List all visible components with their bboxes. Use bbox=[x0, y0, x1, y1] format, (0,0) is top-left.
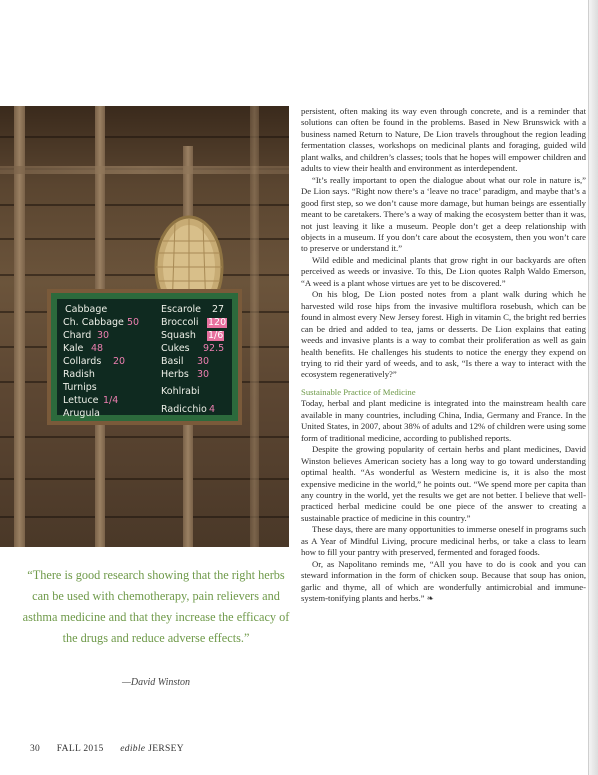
paragraph: persistent, often making its way even through concrete, and is a reminder that solutions can often be found in the problems. Based in New Brunswick with a business named Return to Nature, De Lion travels throughout the region leading fermentation classes, workshops on medicinal plants and foraging, guided wild plant walks, and children’s classes; tools that he hopes will empower children and adults to view their health and environment as interdependent. bbox=[301, 106, 586, 174]
page-edge bbox=[588, 0, 598, 775]
paragraph: Wild edible and medicinal plants that grow right in our backyards are often perceived as weeds or invasive. To this, De Lion quotes Ralph Waldo Emerson, “A weed is a plant whose virtues are yet to be discovered.” bbox=[301, 254, 586, 288]
chalk-price: 1/6 bbox=[208, 330, 224, 341]
paragraph: “It’s really important to open the dialogue about what our role in nature is,” De Lion says. “Right now there’s a ‘leave no trace’ paradigm, and maybe that’s a good first step, so we don’t cause more damage, but human beings are essentially meant to be caretakers. There’s a way of making the ecosystem better than it was, not just leaving it like a museum. People don’t get a deep relationship with objects in a museum. If you don’t care about the ecosystem, then you won’t care to preserve or understand it.” bbox=[301, 174, 586, 254]
chalk-item: Cabbage bbox=[65, 304, 108, 315]
chalk-item: Turnips bbox=[63, 382, 97, 393]
chalk-price: 30 bbox=[97, 330, 110, 341]
brand-name: JERSEY bbox=[148, 744, 184, 754]
chalk-item: Basil bbox=[161, 356, 184, 367]
chalk-item: Radish bbox=[63, 369, 95, 380]
chalk-item: Herbs bbox=[161, 369, 189, 380]
chalkboard bbox=[47, 289, 242, 425]
chalk-item: Cukes bbox=[161, 343, 190, 354]
section-subheading: Sustainable Practice of Medicine bbox=[301, 386, 416, 397]
chalk-price: 48 bbox=[91, 343, 104, 354]
chalk-item: Kale bbox=[63, 343, 84, 354]
pull-quote: “There is good research showing that the right herbs can be used with chemotherapy, pain relievers and asthma medicine and that they increase the efficacy of the drugs and reduce adverse effects.” bbox=[22, 568, 290, 645]
paragraph: Or, as Napolitano reminds me, “All you have to do is cook and you can steward information in the form of chicken soup. Because that soup has onion, garlic and thyme, all of which are wonderfully antimicrobial and immune-system-tonifying plants and herbs.” ❧ bbox=[301, 558, 586, 604]
chalk-price: 120 bbox=[208, 317, 227, 328]
chalk-item: Broccoli bbox=[161, 317, 199, 328]
chalk-price: 50 bbox=[127, 317, 140, 328]
paragraph: Today, herbal and plant medicine is integrated into the mainstream health care available in many countries, including China, India, Germany and France. In the United States, in 2007, about 38% of adults and 12% of children were using some form of traditional medicine, according to published reports. bbox=[301, 398, 586, 443]
chalk-item: Ch. Cabbage bbox=[63, 317, 124, 328]
paragraph: These days, there are many opportunities to immerse oneself in programs such as A Year of Mindful Living, procure medicinal herbs, or take a class to learn how to fill your pantry with preserved, fermented and foraged foods. bbox=[301, 524, 586, 558]
page-footer bbox=[30, 744, 198, 754]
chalk-item: Chard bbox=[63, 330, 92, 341]
chalk-price: 1/4 bbox=[103, 395, 119, 406]
chalk-price: 4 bbox=[209, 404, 216, 415]
chalk-price: 27 bbox=[212, 304, 225, 315]
chalk-price: 20 bbox=[113, 356, 126, 367]
chalk-item: Radicchio bbox=[161, 404, 207, 415]
chalk-price: 30 bbox=[197, 369, 210, 380]
chalk-item: Collards bbox=[63, 356, 102, 367]
chalk-price: 92.5 bbox=[203, 343, 225, 354]
paragraph: Despite the growing popularity of certain herbs and plant medicines, David Winston believes American society has a long way to go toward understanding optimal health. “As wonderful as Western medicine is, it is also the most expensive medicine in the world,” he points out. “We spend more per capita than any country in the world, yet the results we get are not better. I believe that well-practiced herbal medicine could be one piece of the answer to creating a sustainable practice of medicine in this country.” bbox=[301, 444, 586, 523]
chalk-item: Arugula bbox=[63, 408, 100, 419]
paragraph: On his blog, De Lion posted notes from a plant walk during which he harvested wild rose hips from the invasive multiflora rosebush, which can be found in almost every New Jersey forest. High in vitamin C, the bright red berries can be dried and added to tea, jams or desserts. De Lion explains that eating weeds and invasive plants is a way to combat their proliferation as well as gain health benefits. He challenges his students to notice the energy they expend on trying to rid their yard of weeds, and to ask, “Is there a way to interact with the ecosystem regeneratively?” bbox=[301, 289, 586, 380]
chalk-item: Kohlrabi bbox=[161, 386, 200, 397]
pull-quote-attribution: —David Winston bbox=[121, 677, 191, 688]
chalk-item: Lettuce bbox=[63, 395, 99, 406]
article-body bbox=[301, 106, 586, 604]
chalk-price: 30 bbox=[197, 356, 210, 367]
issue-label: FALL 2015 bbox=[56, 744, 104, 754]
chalk-item: Escarole bbox=[161, 304, 201, 315]
page-number: 30 bbox=[30, 744, 41, 754]
barn-photo bbox=[0, 106, 289, 547]
brand-prefix: edible bbox=[120, 744, 146, 754]
chalk-item: Squash bbox=[161, 330, 196, 341]
